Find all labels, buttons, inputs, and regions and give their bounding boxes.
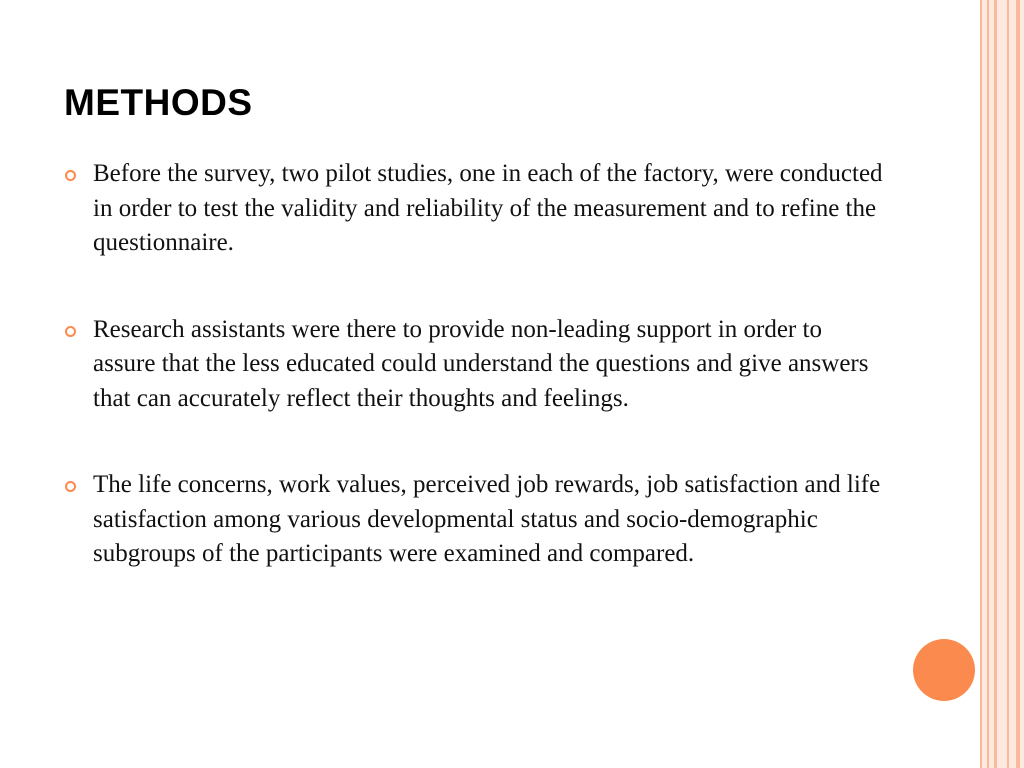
bullet-text: The life concerns, work values, perceived job rewards, job satisfaction and life satisfaction among various developmental status and socio-demographic subgroups of the participants were examined and compared. [93,471,881,567]
bullet-list [64,157,884,624]
decorative-stripe [987,0,989,768]
decorative-accent-circle [913,639,975,701]
circle-bullet-icon [65,170,76,181]
decorative-stripe [980,0,982,768]
bullet-text: Research assistants were there to provide non-leading support in order to assure that the less educated could understand the questions and give answers that can accurately reflect their thoughts and feelings. [93,315,869,412]
circle-bullet-icon [65,326,76,337]
bullet-item [64,468,884,572]
bullet-item [64,313,884,417]
circle-bullet-icon [65,481,76,492]
decorative-stripe [1007,0,1009,768]
slide-title: METHODS [64,82,253,123]
bullet-text: Before the survey, two pilot studies, one in each of the factory, were conducted in order to test the validity and reliability of the measurement and to refine the questionnaire. [93,160,883,256]
decorative-stripe [994,0,997,768]
bullet-item [64,157,884,261]
decorative-stripe [1016,0,1020,768]
